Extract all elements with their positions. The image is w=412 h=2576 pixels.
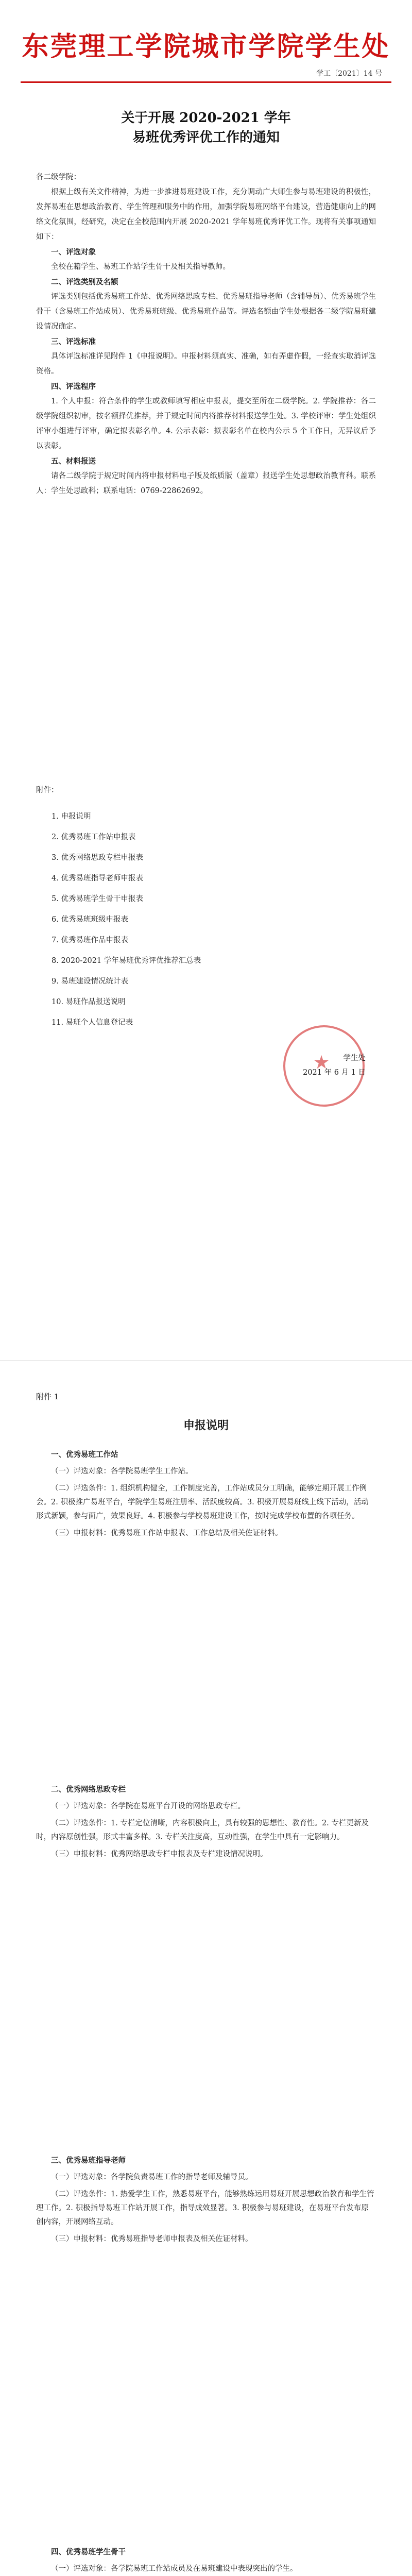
annex-section-heading: 四、优秀易班学生骨干 <box>51 2548 126 2556</box>
section-body: 具体评选标准详见附件 1《申报说明》。申报材料须真实、准确，如有弄虚作假，一经查实取消评选资格。 <box>36 352 376 376</box>
attachment-item: 7. 优秀易班作品申报表 <box>52 936 128 944</box>
attachment-item: 3. 优秀网络思政专栏申报表 <box>52 854 143 862</box>
annex-body <box>36 1448 376 1544</box>
attachment-item: 9. 易班建设情况统计表 <box>52 977 128 986</box>
red-divider-line <box>21 81 391 83</box>
section-body: 评选类别包括优秀易班工作站、优秀网络思政专栏、优秀易班指导老师（含辅导员）、优秀易班学生骨干（含易班工作站成员）、优秀易班班级、优秀易班作品等。评选名额由学生处根据各二级学院易班建设情况确定。 <box>36 293 376 331</box>
annex-title: 申报说明 <box>183 1419 229 1432</box>
attachments-label: 附件： <box>36 786 59 794</box>
section-body: 1. 个人申报：符合条件的学生或教师填写相应申报表，提交至所在二级学院。2. 学院推荐：各二级学院组织初审，按名额择优推荐，并于规定时间内将推荐材料报送学生处。3. 学校评审：学生处组织评审小组进行评审，确定拟表彰名单。4. 公示表彰：拟表彰名单在校内公示 5 个工作日，无异议后予以表彰。 <box>36 397 376 450</box>
signature-date: 2021 年 6 月 1 日 <box>303 1069 366 1077</box>
annex-item: （二）评选条件：1. 热爱学生工作，熟悉易班平台，能够熟练运用易班开展思想政治教育和学生管理工作。2. 积极指导易班工作站开展工作，指导成效显著。3. 积极参与易班建设，在易班平台发布原创内容，开展网络互动。 <box>36 2190 374 2226</box>
annex-page <box>0 1381 412 2576</box>
section-body: 全校在籍学生、易班工作站学生骨干及相关指导教师。 <box>51 263 230 271</box>
notice-intro: 根据上级有关文件精神，为进一步推进易班建设工作，充分调动广大师生参与易班建设的积极性，发挥易班在思想政治教育、学生管理和服务中的作用，加强学院易班网络平台建设，营造健康向上的网络文化氛围，经研究，决定在全校范围内开展 2020-2021 学年易班优秀评优工作。现将有关事项通知如下： <box>36 188 376 241</box>
annex-label: 附件 1 <box>36 1392 59 1401</box>
attachment-item: 2. 优秀易班工作站申报表 <box>52 833 136 841</box>
annex-item: （三）申报材料：优秀易班指导老师申报表及相关佐证材料。 <box>51 2235 253 2243</box>
page-divider <box>0 1360 412 1361</box>
annex-item: （一）评选对象：各学院负责易班工作的指导老师及辅导员。 <box>51 2173 253 2181</box>
attachment-item: 10. 易班作品报送说明 <box>52 998 126 1006</box>
attachment-item: 8. 2020-2021 学年易班优秀评优推荐汇总表 <box>52 957 201 965</box>
section-heading: 三、评选标准 <box>51 337 96 346</box>
addressee: 各二级学院： <box>36 173 81 181</box>
section-heading: 一、评选对象 <box>51 248 96 257</box>
notice-title-line1: 关于开展 2020-2021 学年 <box>121 110 291 126</box>
attachment-item: 11. 易班个人信息登记表 <box>52 1019 133 1027</box>
section-heading: 四、评选程序 <box>51 382 96 391</box>
annex-item: （一）评选对象：各学院易班学生工作站。 <box>51 1467 193 1476</box>
attachment-item: 5. 优秀易班学生骨干申报表 <box>52 895 143 903</box>
annex-section-heading: 一、优秀易班工作站 <box>51 1450 118 1459</box>
notice-title-line2: 易班优秀评优工作的通知 <box>132 130 280 145</box>
section-body: 请各二级学院于规定时间内将申报材料电子版及纸质版（盖章）报送学生处思想政治教育科。联系人：学生处思政科；联系电话：0769-22862692。 <box>36 472 376 495</box>
annex-item: （一）评选对象：各学院易班工作站成员及在易班建设中表现突出的学生。 <box>51 2565 298 2573</box>
annex-item: （二）评选条件：1. 组织机构健全，工作制度完善，工作站成员分工明确，能够定期开展工作例会。2. 积极推广易班平台，学院学生易班注册率、活跃度较高。3. 积极开展易班线上线下活动，活动形式新颖，参与面广，效果良好。4. 积极参与学校易班建设工作，按时完成学校布置的各项任务。 <box>36 1484 369 1520</box>
annex-body <box>36 2154 376 2249</box>
attachment-item: 4. 优秀易班指导老师申报表 <box>52 874 143 883</box>
section-heading: 五、材料报送 <box>51 457 96 466</box>
org-masthead: 东莞理工学院城市学院学生处 <box>22 31 390 62</box>
section-heading: 二、评选类别及名额 <box>51 278 118 286</box>
annex-body <box>36 1783 376 1865</box>
document-number: 学工〔2021〕14 号 <box>316 70 382 78</box>
annex-section-heading: 三、优秀易班指导老师 <box>51 2156 126 2165</box>
annex-body <box>36 2545 376 2576</box>
attachments-list <box>52 806 360 1033</box>
signature-org: 学生处 <box>343 1054 366 1062</box>
signature-block <box>303 1051 366 1080</box>
attachment-item: 1. 申报说明 <box>52 812 91 821</box>
annex-item: （三）申报材料：优秀易班工作站申报表、工作总结及相关佐证材料。 <box>51 1529 283 1537</box>
annex-item: （二）评选条件：1. 专栏定位清晰，内容积极向上，具有较强的思想性、教育性。2. 专栏更新及时，内容原创性强，形式丰富多样。3. 专栏关注度高，互动性强，在学生中具有一定影响力。 <box>36 1819 369 1841</box>
notice-body <box>36 170 376 499</box>
annex-item: （三）申报材料：优秀网络思政专栏申报表及专栏建设情况说明。 <box>51 1850 268 1858</box>
attachment-item: 6. 优秀易班班级申报表 <box>52 916 128 924</box>
annex-section-heading: 二、优秀网络思政专栏 <box>51 1785 126 1794</box>
annex-item: （一）评选对象：各学院在易班平台开设的网络思政专栏。 <box>51 1802 245 1810</box>
